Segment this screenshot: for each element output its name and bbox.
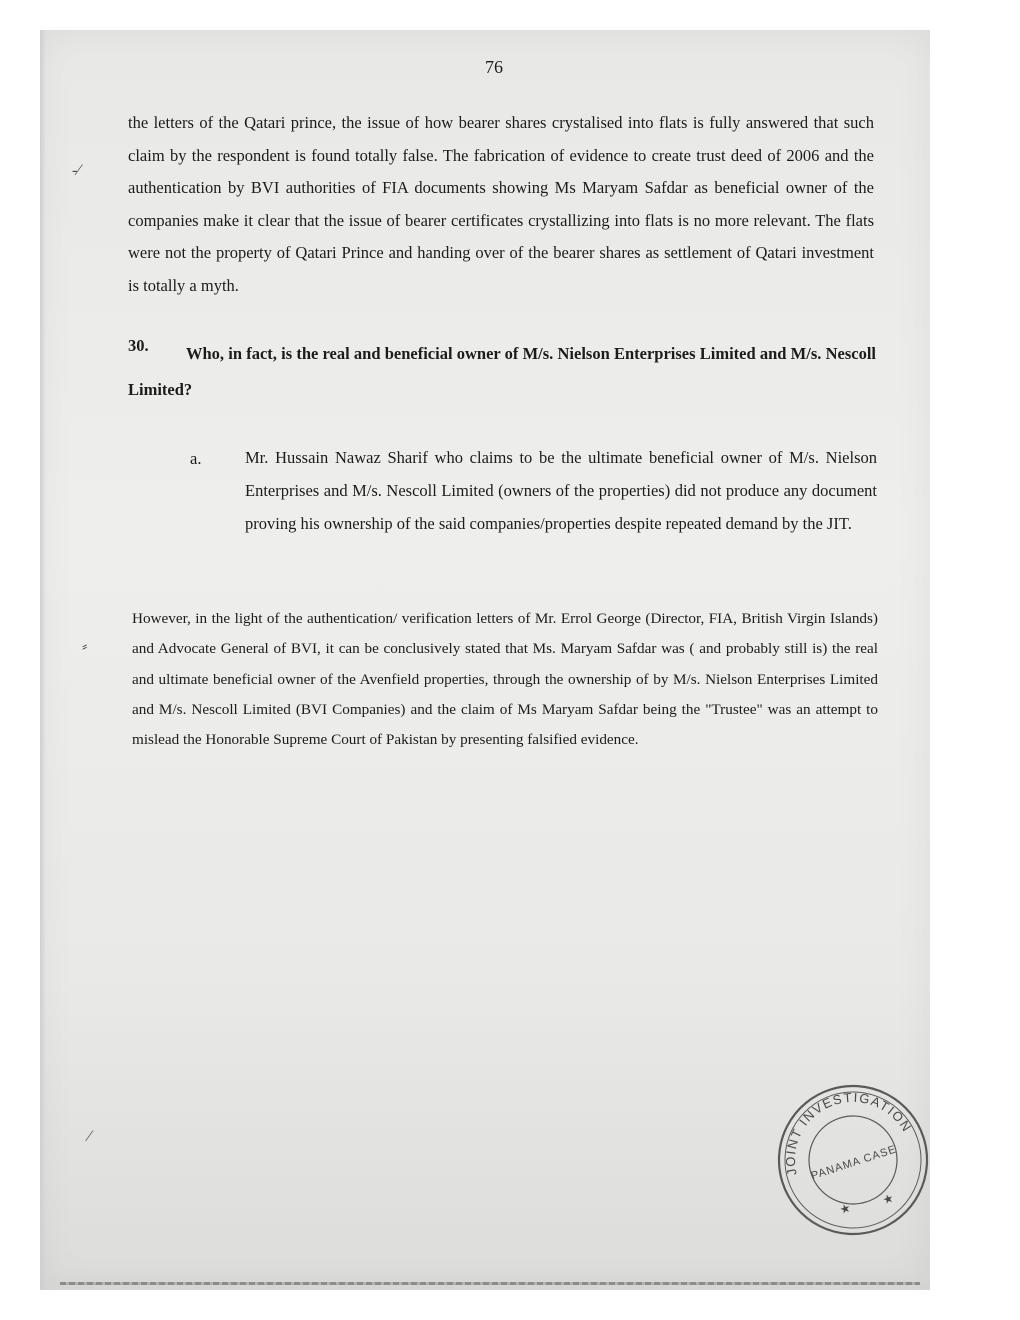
star-icon: ★ <box>880 1190 896 1208</box>
seal-inner-text: PANAMA CASE <box>809 1143 899 1183</box>
scanned-page <box>40 30 930 1290</box>
margin-tick-icon: ⁄ <box>88 1128 91 1145</box>
question-30-text: Who, in fact, is the real and beneficial owner of M/s. Nielson Enterprises Limited and M/s. Nescoll Limited? <box>128 344 876 399</box>
sub-point-label: a. <box>190 449 202 468</box>
seal-outer-text: JOINT INVESTIGATION <box>782 1089 915 1177</box>
margin-tick-icon: -⁄ <box>72 162 80 179</box>
sub-point-text: Mr. Hussain Nawaz Sharif who claims to be the ultimate beneficial owner of M/s. Nielson Enterprises and M/s. Nescoll Limited (owners of the properties) did not produce any document proving his ownership of the said companies/properties despite repeated demand by the JIT. <box>245 448 877 533</box>
page-number: 76 <box>485 57 503 77</box>
star-icon: ★ <box>837 1200 853 1218</box>
paragraph-qatari-letters: the letters of the Qatari prince, the issue of how bearer shares crystalised into flats is fully answered that such claim by the respondent is found totally false. The fabrication of evidence to create trust deed of 2006 and the authentication by BVI authorities of FIA documents showing Ms Maryam Safdar as beneficial owner of the companies make it clear that the issue of bearer certificates crystallizing into flats is no more relevant. The flats were not the property of Qatari Prince and handing over of the bearer shares as settlement of Qatari investment is totally a myth. <box>128 113 874 295</box>
bottom-rule <box>60 1282 920 1285</box>
question-30-number: 30. <box>128 336 149 355</box>
page-edge-shadow <box>40 30 46 1290</box>
margin-tick-icon: ⸗ <box>82 638 88 655</box>
joint-investigation-team-seal <box>773 1080 933 1240</box>
paragraph-conclusion: However, in the light of the authentication/ verification letters of Mr. Errol George (Director, FIA, British Virgin Islands) and Advocate General of BVI, it can be conclusively stated that Ms. Maryam Safdar was ( and probably still is) the real and ultimate beneficial owner of the Avenfield properties, through the ownership of by M/s. Nielson Enterprises Limited and M/s. Nescoll Limited (BVI Companies) and the claim of Ms Maryam Safdar being the "Trustee" was an attempt to mislead the Honorable Supreme Court of Pakistan by presenting falsified evidence. <box>132 610 878 749</box>
